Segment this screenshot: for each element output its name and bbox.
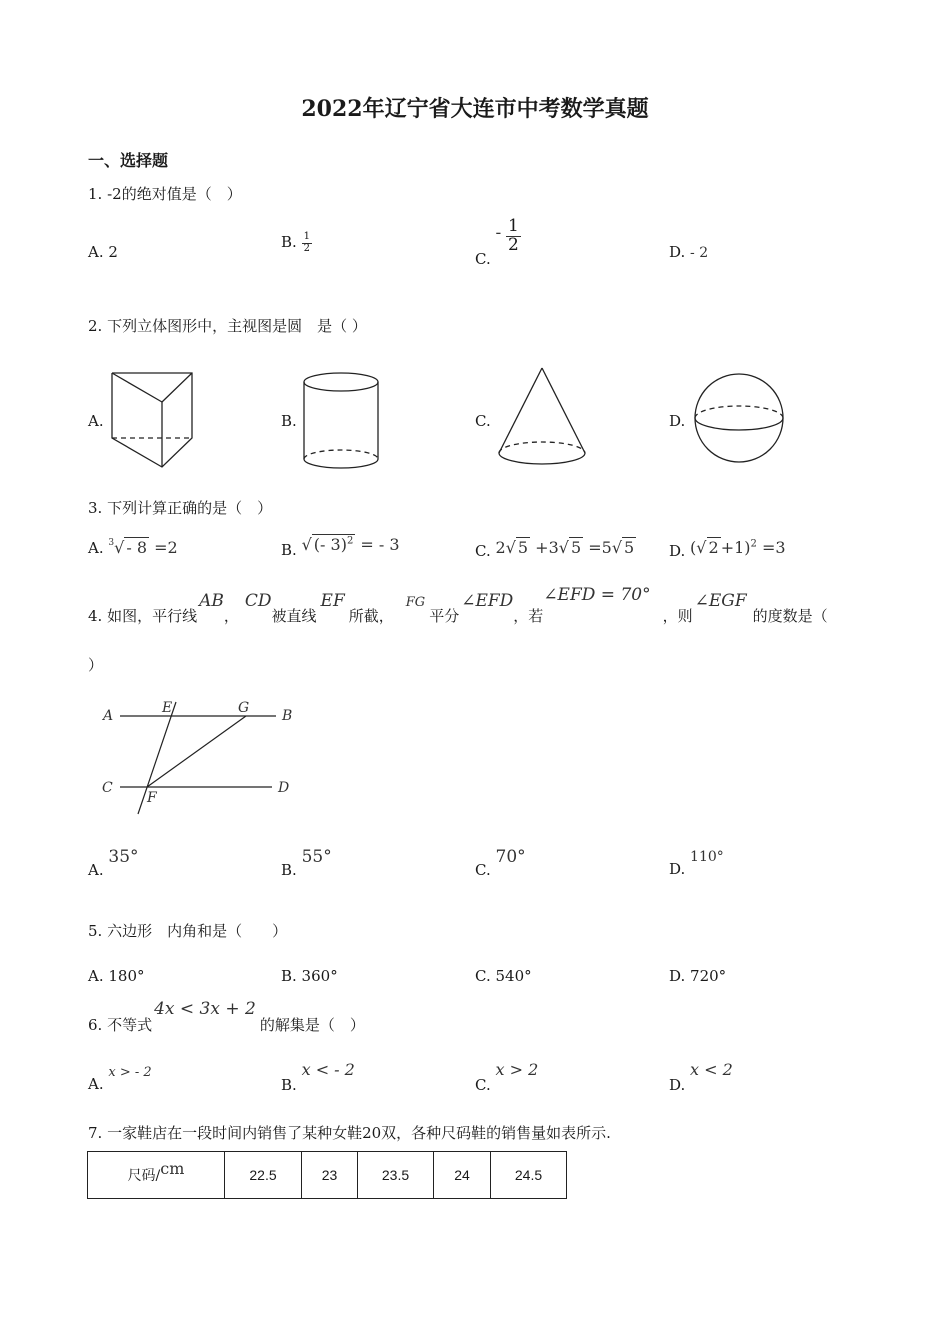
q6-option-b-label: B. [281,1076,297,1094]
q4-text-6: ，则 [662,607,693,625]
radical-sign-icon: √ [696,538,707,557]
q3-option-a [88,538,178,557]
q3-option-b [281,535,400,559]
question-4-stem [88,585,828,625]
q4-line-ef: EF [320,591,345,611]
q4-text-7: 的度数是（ [752,607,828,625]
table-header-cell [88,1152,225,1199]
label-a: A [103,708,114,724]
table-row [88,1152,567,1199]
table-cell: 22.5 [225,1152,302,1199]
table-cell: 24 [434,1152,491,1199]
q4-line-fg: FG [405,595,426,610]
table-cell: 23 [302,1152,358,1199]
q4-angle-efd: ∠EFD [461,591,514,611]
q6-text-1: 6. 不等式 [88,1016,153,1034]
label-d: D [278,780,290,796]
q4-closing-paren: ） [88,656,104,674]
q3-option-d-label: D. [669,542,686,560]
cone-figure [495,365,590,470]
cylinder-figure [300,370,385,472]
q1-option-d-label: D. [669,243,686,261]
q1-option-c-fraction [506,218,521,255]
q3-d-radicand: 2 [708,538,719,557]
q4-option-d-label: D. [669,860,686,878]
q5-option-d: D. 720° [669,967,727,985]
q3-option-c [475,538,636,560]
q4-text-1: 4. 如图，平行线 [88,607,198,625]
q6-option-c-label: C. [475,1076,491,1094]
q3-option-c-expression [496,537,637,557]
q3-c-rad3: 5 [624,538,635,557]
q1-c-denominator: 2 [508,234,519,255]
q1-d-value: - 2 [690,245,709,261]
q5-option-a: A. 180° [88,967,145,985]
q5-option-b: B. 360° [281,967,338,985]
question-1-stem: 1. -2的绝对值是（ ） [88,185,242,203]
q1-option-b-fraction [302,232,312,254]
q4-comma: ， [223,607,239,625]
radical-sign-icon: √ [611,538,623,557]
q4-angle-egf: ∠EGF [694,591,747,611]
q3-a-root-index: 3 [108,537,115,548]
q3-b-exponent: 2 [346,535,354,547]
q4-option-c-label: C. [475,861,491,879]
q3-option-a-expression [108,538,177,557]
q2-option-a-label: A. [88,412,104,430]
shoe-size-table [87,1151,567,1199]
q3-d-middle: +1) [720,538,751,557]
q3-option-a-label: A. [88,539,104,557]
q4-line-cd: CD [244,591,272,611]
q3-c-rad2: 5 [570,538,582,557]
q1-b-denominator: 2 [303,242,310,254]
q6-inequality: 4x < 3x + 2 [154,999,256,1019]
q4-condition: ∠EFD = 70° [543,585,651,605]
q3-b-base: (- 3) [313,535,347,554]
q3-c-coef2: +3 [535,538,559,557]
q4-option-d-value: 110° [690,849,724,865]
q3-option-d [669,538,786,560]
triangular-prism-figure [105,368,200,473]
q4-text-5: ，若 [513,607,544,625]
q3-d-open-paren: ( [690,538,697,557]
q3-a-result: =2 [154,538,178,557]
q4-option-a-value: 35° [108,847,139,867]
radical-sign-icon: √ [301,535,312,554]
question-2-stem: 2. 下列立体图形中，主视图是圆 是（ ） [88,317,367,335]
page-title: 2022年辽宁省大连市中考数学真题 [301,96,649,122]
q6-option-d [669,1060,733,1094]
q1-b-numerator: 1 [303,231,310,242]
label-f: F [147,790,157,806]
q3-c-coef1: 2 [495,538,506,557]
q3-option-d-expression [690,538,786,557]
q6-option-c [475,1060,539,1094]
q4-option-a-label: A. [88,861,104,879]
q5-option-c: C. 540° [475,967,532,985]
q6-option-a-label: A. [88,1075,104,1093]
label-g: G [238,700,250,716]
q4-option-b [281,847,332,879]
q1-option-c [475,216,521,269]
q6-option-a [88,1062,152,1093]
q4-option-b-value: 55° [301,847,332,867]
q3-option-b-expression [302,534,400,554]
q4-text-3: 所截， [348,607,394,625]
table-cell: 23.5 [358,1152,434,1199]
q3-option-b-label: B. [281,541,297,559]
q1-option-d [669,243,708,261]
q3-c-coef3: =5 [588,538,612,557]
question-5-stem: 5. 六边形 内角和是（ ） [88,922,288,940]
radical-sign-icon: √ [505,538,516,557]
q4-line-ab: AB [199,591,224,611]
q3-option-c-label: C. [475,542,491,560]
q1-option-b-label: B. [281,233,297,251]
q4-option-b-label: B. [281,861,297,879]
question-7-stem: 7. 一家鞋店在一段时间内销售了某种女鞋20双，各种尺码鞋的销售量如表所示. [88,1124,611,1142]
question-6-stem [88,998,365,1034]
q6-option-b [281,1060,355,1094]
q2-option-b-label: B. [281,412,297,430]
q6-text-2: 的解集是（ ） [259,1016,365,1034]
q6-option-d-label: D. [669,1076,686,1094]
q3-d-exponent: 2 [750,538,757,550]
q6-option-b-value: x < - 2 [301,1060,355,1079]
label-c: C [102,780,113,796]
q4-option-a [88,847,139,879]
parallel-lines-figure [100,698,300,816]
q3-b-result: = - 3 [360,535,400,554]
question-3-stem: 3. 下列计算正确的是（ ） [88,499,273,517]
radical-sign-icon: √ [558,538,569,557]
q6-option-c-value: x > 2 [495,1060,539,1079]
q1-option-a: A. 2 [88,243,118,261]
table-header-unit: cm [160,1159,185,1178]
q1-option-c-label: C. [475,250,491,269]
q2-option-d-label: D. [669,412,686,430]
q6-option-d-value: x < 2 [690,1060,733,1079]
q4-text-4: 平分 [429,607,460,625]
table-cell: 24.5 [491,1152,567,1199]
section-heading-choice: 一、选择题 [88,151,169,170]
label-b: B [282,708,293,724]
q1-option-b [281,232,312,254]
q3-b-radicand [312,534,356,554]
q4-option-d [669,847,724,878]
radical-sign-icon: √ [114,538,125,557]
q4-text-2: 被直线 [271,607,317,625]
q3-a-radicand: - 8 [126,538,147,557]
q4-option-c-value: 70° [495,847,526,867]
q3-d-result: =3 [761,538,786,557]
sphere-figure [693,373,788,468]
q4-option-c [475,847,526,879]
q1-c-sign: - [495,223,502,244]
q3-c-rad1: 5 [517,538,529,557]
table-header-label: 尺码/ [127,1168,161,1184]
q2-option-c-label: C. [475,412,491,430]
label-e: E [162,700,173,716]
q6-option-a-value: x > - 2 [108,1065,152,1080]
q1-c-numerator: 1 [508,216,519,236]
